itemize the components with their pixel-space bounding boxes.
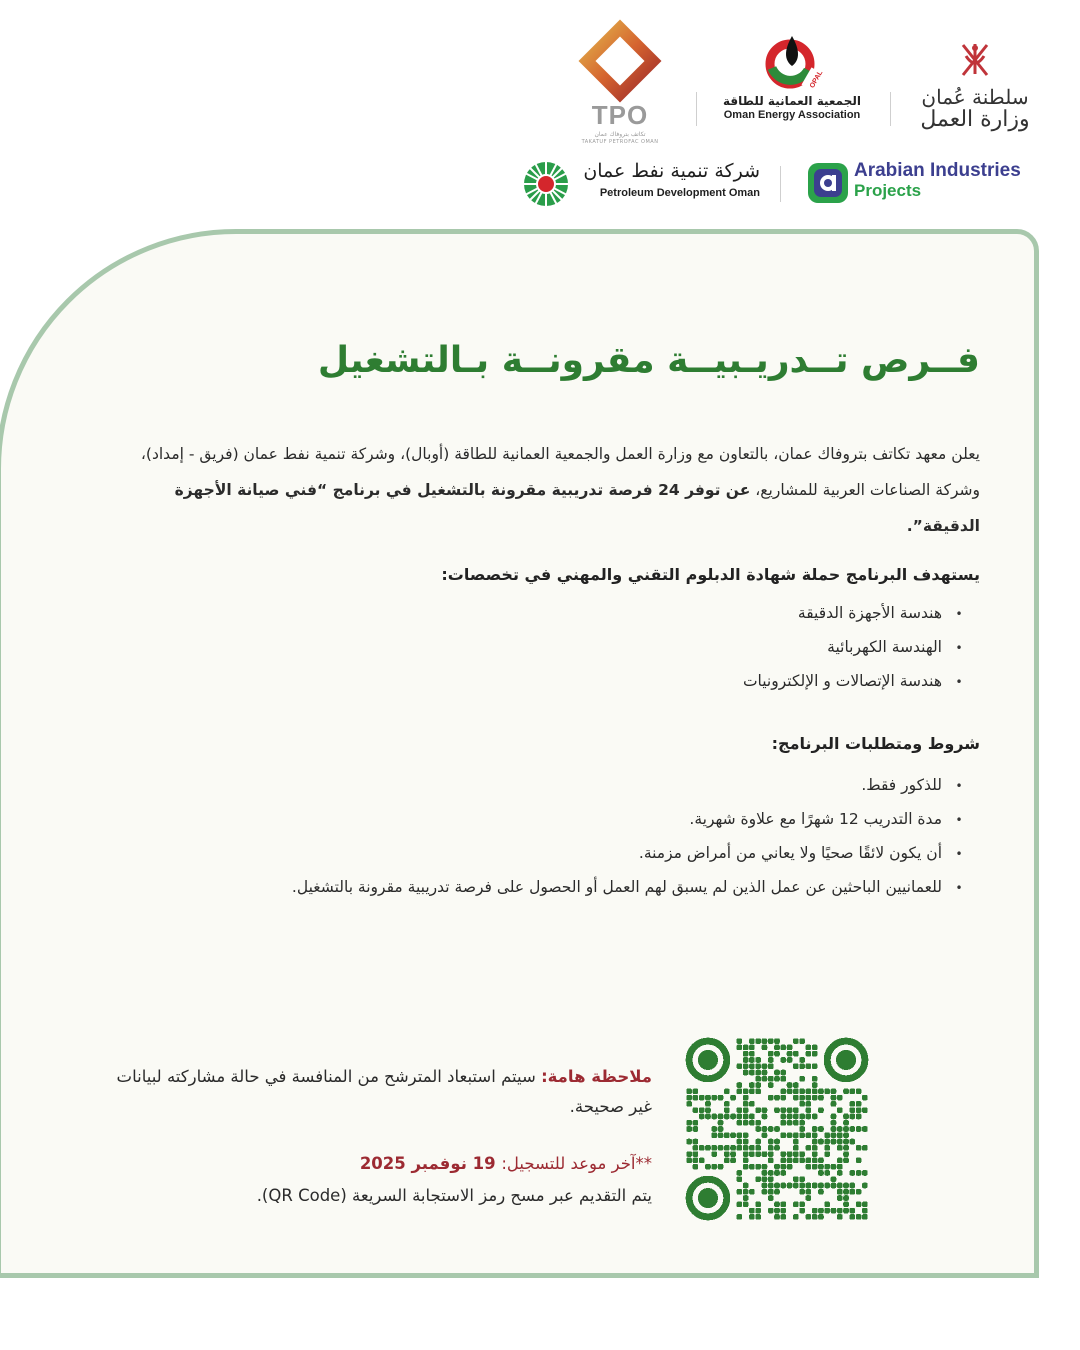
deadline-date: 19 نوفمبر 2025: [359, 1154, 502, 1173]
requirement-item: • أن يكون لائقًا صحيًا ولا يعاني من أمراض مزمنة.: [292, 836, 968, 870]
opal-logo: [712, 30, 872, 140]
opal-flame-logo-icon: [762, 30, 825, 92]
apply-instructions: يتم التقديم عبر مسح رمز الاستجابة السريعة (QR Code).: [256, 1186, 652, 1205]
intro-text: يعلن معهد تكاتف بتروفاك عمان، بالتعاون مع وزارة العمل والجمعية العمانية للطاقة (أوبال)، وشركة تنمية نفط عمان (فريق - إمداد)، وشركة الصناعات العربية للمشاريع،: [140, 445, 980, 499]
tpo-name: TPO: [591, 100, 649, 130]
deadline-label: **آخر موعد للتسجيل:: [501, 1154, 652, 1173]
intro-highlight: عن توفر 24 فرصة تدريبية مقرونة بالتشغيل في برنامج “فني صيانة الأجهزة الدقيقة”.: [174, 481, 980, 535]
opal-name-ar: الجمعية العمانية للطاقة: [723, 94, 861, 108]
requirement-item: • مدة التدريب 12 شهرًا مع علاوة شهرية.: [292, 802, 968, 836]
specialties-list: [743, 596, 968, 698]
important-note: [100, 1062, 652, 1122]
pdo-logo: [520, 160, 760, 208]
qr-code-icon[interactable]: [686, 1038, 868, 1220]
logo-divider: [780, 166, 781, 202]
tpo-logo: [575, 26, 665, 146]
opal-name-en: Oman Energy Association: [723, 109, 861, 121]
opal-badge: OPAL: [808, 69, 825, 90]
specialty-item: • هندسة الإتصالات و الإلكترونيات: [743, 664, 968, 698]
oman-emblem-logo-icon: [958, 40, 992, 80]
aip-a-logo-icon: [806, 161, 850, 205]
pdo-sun-logo-icon: [522, 160, 570, 208]
logo-divider: [696, 92, 697, 126]
aip-name-line1: Arabian Industries: [854, 160, 1021, 181]
tpo-sub-ar: تكاتف بتروفاك عمان: [594, 131, 646, 138]
page-title: فــرص تــدريـبيــة مقرونــة بـالتشغيل: [317, 340, 980, 381]
ministry-of-labour-logo: [905, 40, 1045, 150]
specialties-heading: يستهدف البرنامج حملة شهادة الدبلوم التقني والمهني في تخصصات:: [441, 565, 980, 584]
requirement-item: • للذكور فقط.: [292, 768, 968, 802]
intro-paragraph: [100, 436, 980, 544]
requirement-item: • للعمانيين الباحثين عن عمل الذين لم يسبق لهم العمل أو الحصول على فرصة تدريبية مقرونة بالتشغيل.: [292, 870, 968, 904]
specialty-item: • هندسة الأجهزة الدقيقة: [743, 596, 968, 630]
logo-divider: [890, 92, 891, 126]
specialty-item: • الهندسة الكهربائية: [743, 630, 968, 664]
tpo-diamond-logo-icon: [585, 26, 655, 96]
ministry-line1: سلطنة عُمان: [921, 85, 1029, 109]
requirements-heading: شروط ومتطلبات البرنامج:: [771, 734, 980, 753]
ministry-line2: وزارة العمل: [920, 107, 1030, 132]
pdo-name-en: Petroleum Development Oman: [599, 187, 760, 199]
arabian-industries-logo: [806, 158, 1046, 208]
note-label: ملاحظة هامة:: [541, 1067, 652, 1086]
pdo-name-ar: شركة تنمية نفط عمان: [583, 160, 760, 182]
aip-name-line2: Projects: [854, 181, 922, 200]
tpo-sub-en: TAKATUF PETROFAC OMAN: [581, 139, 659, 145]
requirements-list: [292, 768, 968, 904]
deadline-block: [100, 1148, 652, 1212]
note-text: سيتم استبعاد المترشح من المنافسة في حالة مشاركته لبيانات غير صحيحة.: [116, 1067, 652, 1116]
deadline-line: [100, 1148, 652, 1180]
